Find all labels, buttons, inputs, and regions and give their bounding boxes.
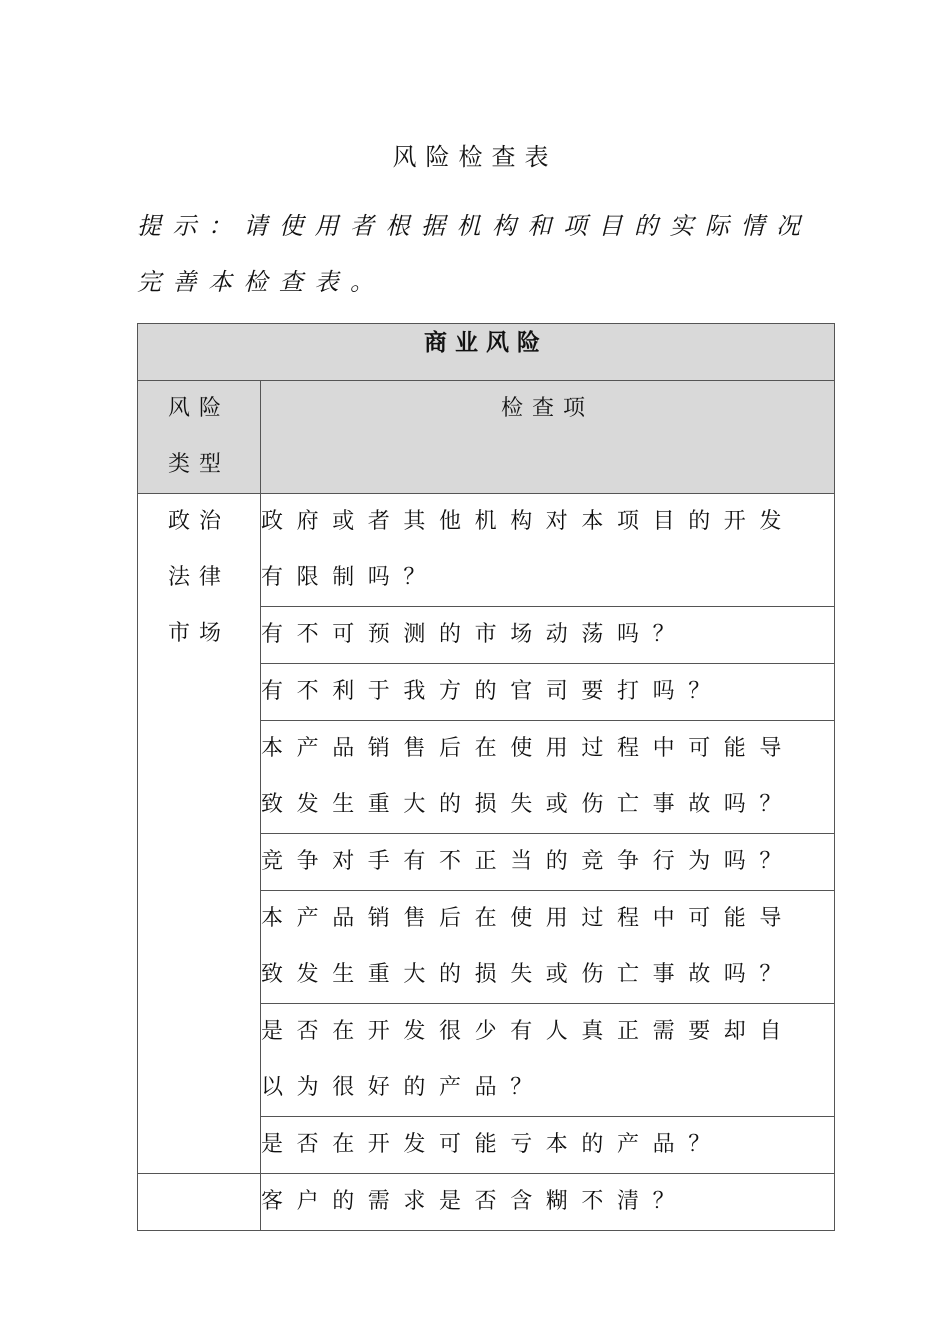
- hint-text: [137, 198, 837, 310]
- risk-checklist-table: [137, 323, 835, 1231]
- risk-type-header: [138, 381, 261, 494]
- check-item-line: 有限制吗？: [261, 565, 440, 590]
- risk-type-line: 法律: [167, 565, 230, 590]
- check-item: [261, 607, 835, 664]
- header-row: [138, 381, 835, 494]
- check-item-line: 致发生重大的损失或伤亡事故吗？: [261, 792, 796, 817]
- check-item: [261, 721, 835, 834]
- risk-type-line: 政治: [167, 509, 230, 534]
- check-item-line: 有不可预测的市场动荡吗？: [261, 622, 689, 647]
- check-item: [261, 1004, 835, 1117]
- check-item-line: 本产品销售后在使用过程中可能导: [261, 906, 796, 931]
- check-item-line: 竞争对手有不正当的竞争行为吗？: [261, 849, 796, 874]
- risk-type-line: 市场: [167, 621, 230, 646]
- table-row: [138, 494, 835, 607]
- check-item-line: 有不利于我方的官司要打吗？: [261, 679, 724, 704]
- header-line: 风险: [167, 396, 230, 421]
- header-line: 类型: [167, 452, 230, 477]
- header-line: 检查项: [500, 396, 594, 421]
- page-title: 风险检查表: [392, 143, 558, 171]
- check-item: [261, 1174, 835, 1231]
- check-item: [261, 1117, 835, 1174]
- check-item-line: 是否在开发可能亏本的产品？: [261, 1132, 724, 1157]
- check-item: [261, 494, 835, 607]
- check-item-line: 本产品销售后在使用过程中可能导: [261, 736, 796, 761]
- risk-type-cell: [138, 494, 261, 1174]
- check-item: [261, 891, 835, 1004]
- risk-type-cell: [138, 1174, 261, 1231]
- check-item: [261, 664, 835, 721]
- check-item-line: 是否在开发很少有人真正需要却自: [261, 1019, 796, 1044]
- hint-line: 提示：请使用者根据机构和项目的实际情况: [137, 212, 812, 240]
- check-item-line: 客户的需求是否含糊不清？: [261, 1189, 689, 1214]
- check-item: [261, 834, 835, 891]
- check-item-header: [261, 381, 835, 494]
- hint-line: 完善本检查表。: [137, 268, 386, 296]
- table-title: 商业风险: [138, 324, 835, 381]
- check-item-line: 政府或者其他机构对本项目的开发: [261, 509, 796, 534]
- table-row: [138, 1174, 835, 1231]
- table-title-row: [138, 324, 835, 381]
- check-item-line: 致发生重大的损失或伤亡事故吗？: [261, 962, 796, 987]
- check-item-line: 以为很好的产品？: [261, 1075, 546, 1100]
